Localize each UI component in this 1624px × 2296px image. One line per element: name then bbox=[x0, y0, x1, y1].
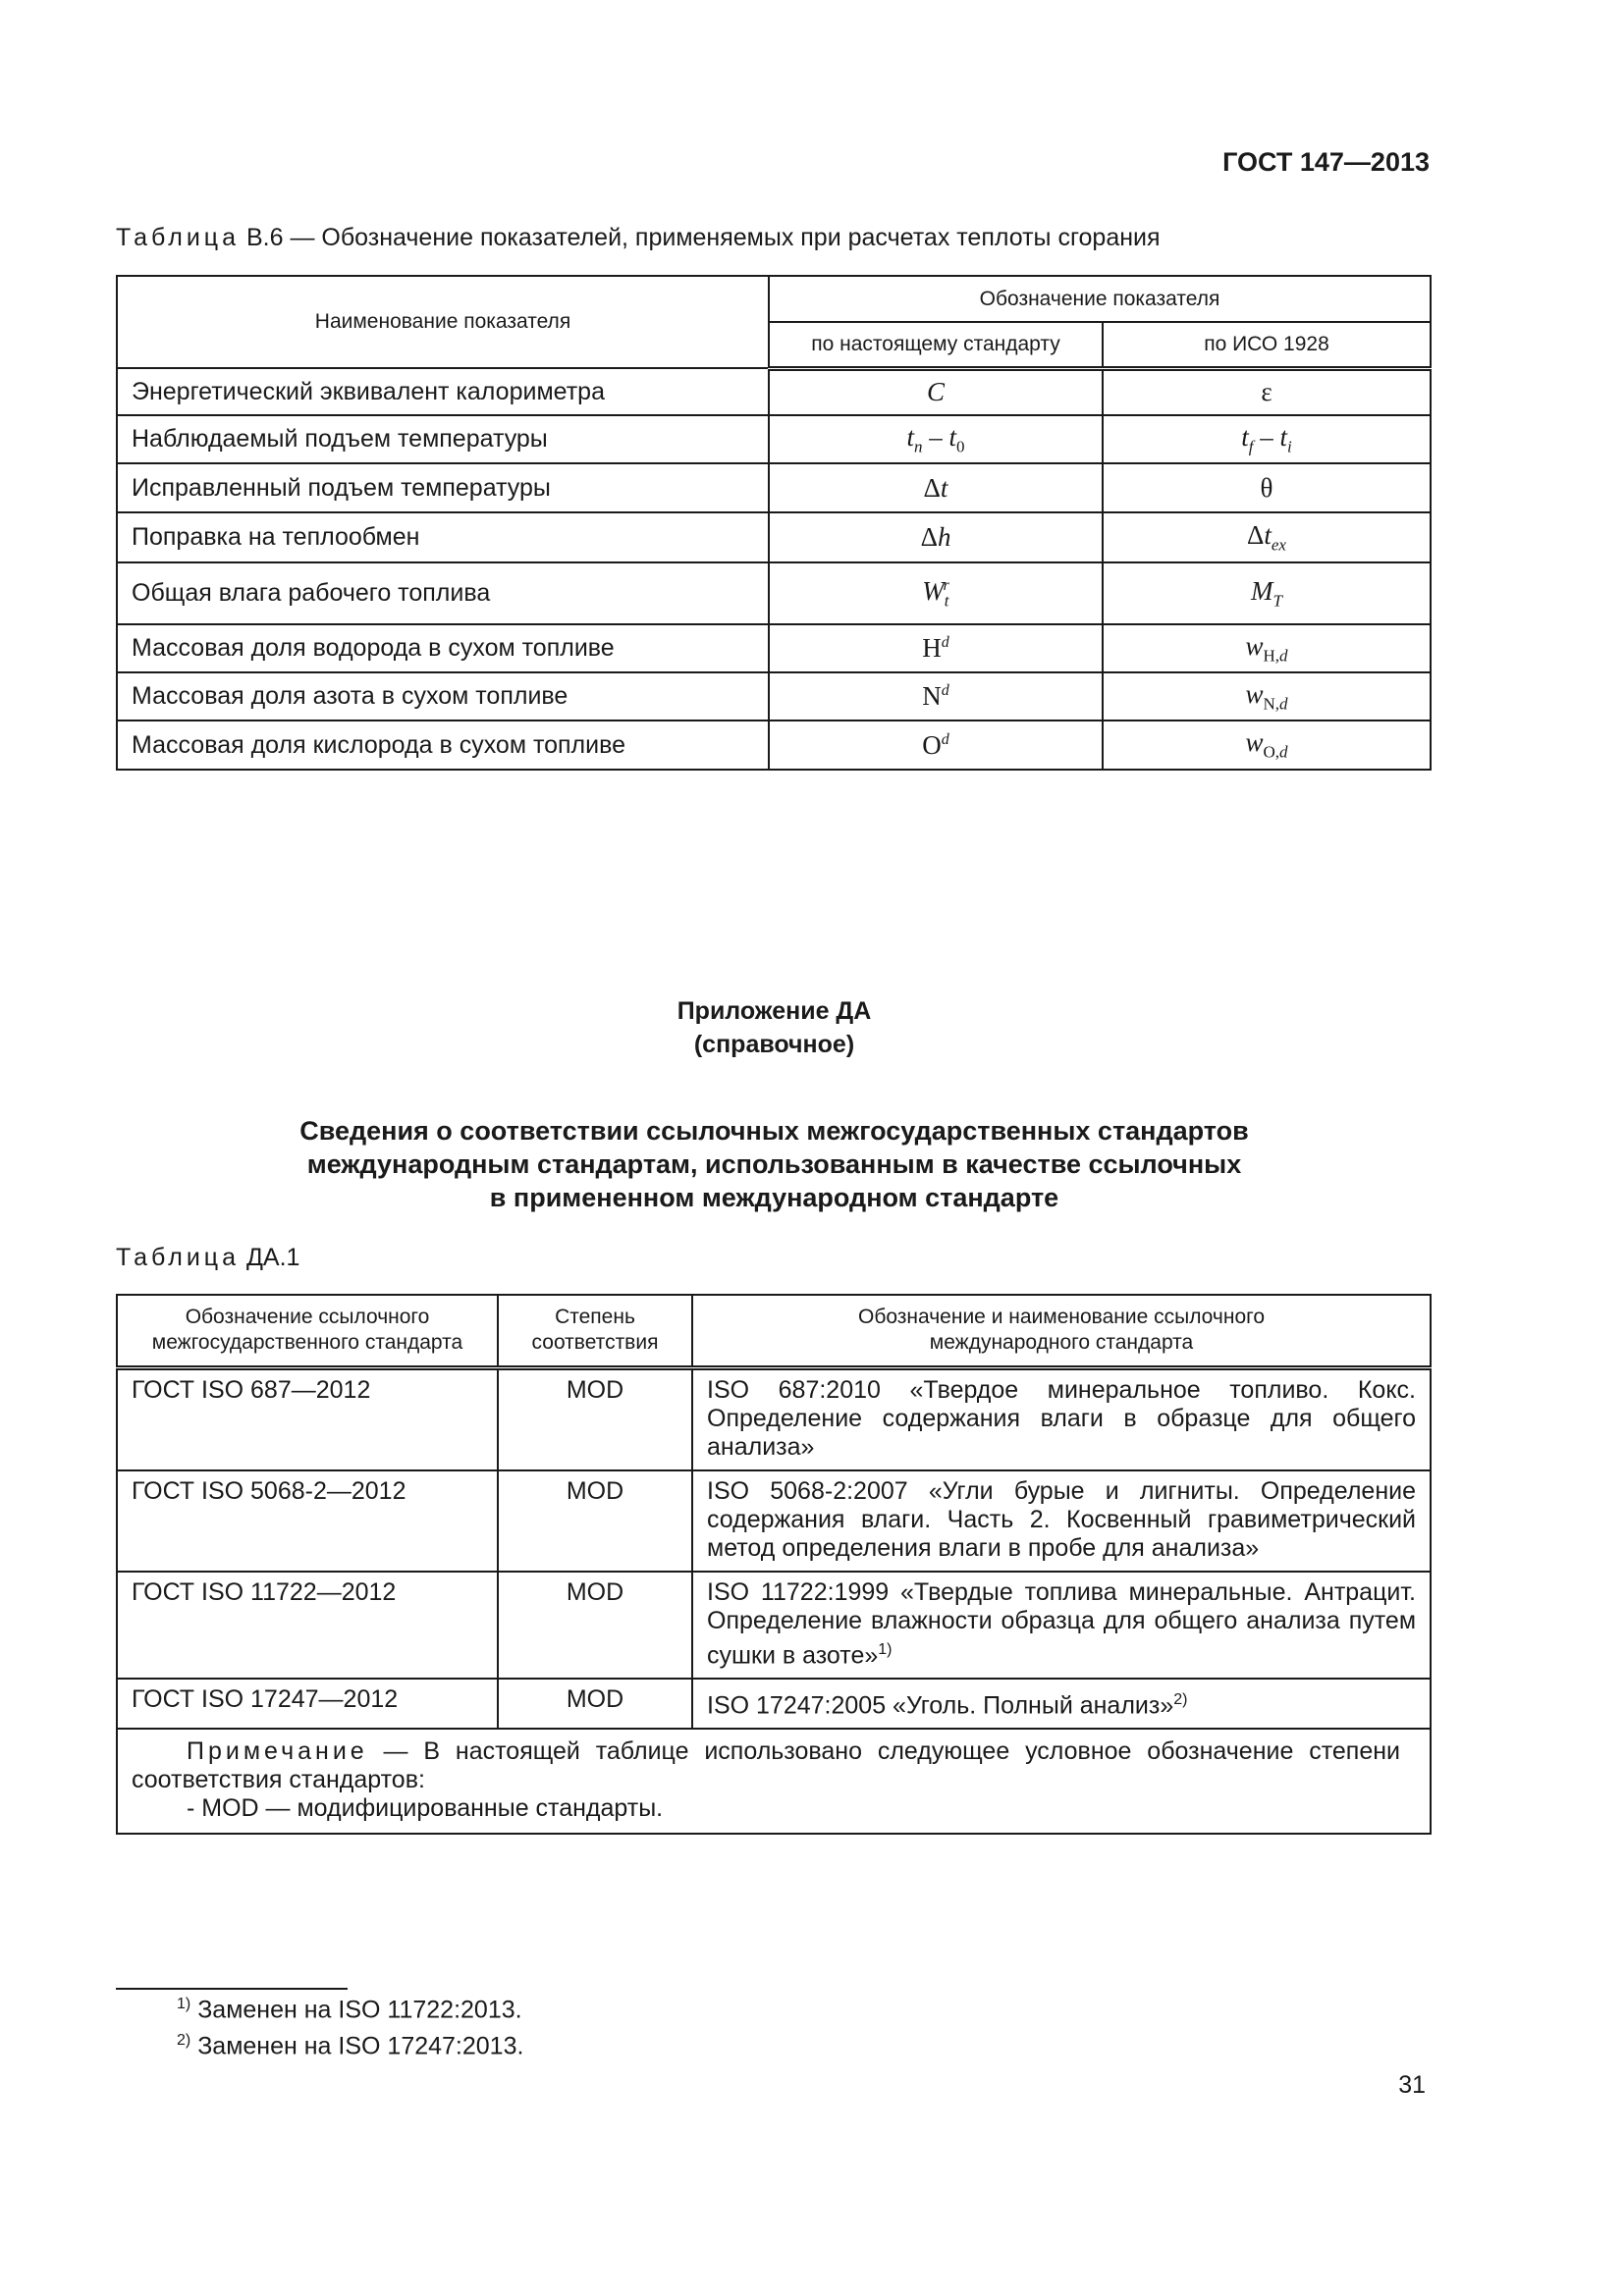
note-label: Примечание bbox=[187, 1737, 368, 1766]
table-note-row bbox=[117, 1729, 1431, 1834]
table-row bbox=[117, 721, 1431, 770]
section-title-line-3: в примененном международном стандарте bbox=[489, 1183, 1059, 1212]
footnote-separator bbox=[116, 1988, 348, 1990]
table-row bbox=[117, 672, 1431, 721]
symbol-iso: $t_f - t_i$ bbox=[1103, 415, 1431, 463]
appendix-heading bbox=[0, 994, 1548, 1061]
table-b6-caption bbox=[116, 224, 1161, 252]
intl-standard-text: ISO 687:2010 «Твердое минеральное топливо. Кокс. Определение содержания влаги в образце для общего анализа» bbox=[707, 1375, 1416, 1461]
table-row bbox=[117, 415, 1431, 463]
ref-standard: ГОСТ ISO 11722—2012 bbox=[117, 1572, 498, 1679]
footnote-mark: 2) bbox=[177, 2032, 191, 2049]
symbol-std: $O^d$ bbox=[769, 721, 1103, 770]
appendix-section-title bbox=[0, 1114, 1548, 1214]
symbol-iso: $w_{H,d}$ bbox=[1103, 624, 1431, 672]
appendix-title: Приложение ДА bbox=[677, 997, 872, 1025]
row-name: Общая влага рабочего топлива bbox=[117, 562, 769, 624]
table-b6 bbox=[116, 275, 1432, 771]
ref-standard: ГОСТ ISO 687—2012 bbox=[117, 1367, 498, 1470]
symbol-iso: ε bbox=[1103, 368, 1431, 415]
table-da1-caption bbox=[116, 1244, 299, 1272]
row-name: Массовая доля кислорода в сухом топливе bbox=[117, 721, 769, 770]
intl-standard-text: ISO 17247:2005 «Уголь. Полный анализ» bbox=[707, 1691, 1174, 1720]
footnote-text: Заменен на ISO 17247:2013. bbox=[197, 2032, 524, 2060]
symbol-iso: $M_T$ bbox=[1103, 562, 1431, 624]
col-degree-header bbox=[498, 1295, 692, 1367]
degree: MOD bbox=[498, 1367, 692, 1470]
symbol-iso: $w_{N,d}$ bbox=[1103, 672, 1431, 721]
symbol-std: $t_n - t_0$ bbox=[769, 415, 1103, 463]
symbol-std: Δh bbox=[769, 512, 1103, 562]
symbol-std: Δt bbox=[769, 463, 1103, 512]
table-row bbox=[117, 1470, 1431, 1572]
table-da1 bbox=[116, 1294, 1432, 1835]
intl-standard bbox=[692, 1470, 1431, 1572]
caption-prefix: Таблица bbox=[116, 224, 241, 251]
row-name: Наблюдаемый подъем температуры bbox=[117, 415, 769, 463]
symbol-std: $N^d$ bbox=[769, 672, 1103, 721]
footnote-mark: 2) bbox=[1173, 1690, 1188, 1708]
table-row bbox=[117, 512, 1431, 562]
degree: MOD bbox=[498, 1679, 692, 1729]
intl-standard bbox=[692, 1679, 1431, 1729]
appendix-subtitle: (справочное) bbox=[693, 1031, 855, 1058]
ref-standard: ГОСТ ISO 5068-2—2012 bbox=[117, 1470, 498, 1572]
footnote-mark: 1) bbox=[177, 1996, 191, 2012]
footnote-mark: 1) bbox=[878, 1640, 893, 1658]
table-row bbox=[117, 368, 1431, 415]
col-degree-header-line-2: соответствия bbox=[531, 1331, 659, 1355]
col-intl-header-line-2: международного стандарта bbox=[929, 1331, 1194, 1355]
col-degree-header-line-1: Степень bbox=[555, 1306, 635, 1329]
footnote bbox=[177, 2032, 523, 2060]
row-name: Исправленный подъем температуры bbox=[117, 463, 769, 512]
note-item: - MOD — модифицированные стандарты. bbox=[187, 1794, 664, 1823]
col-name-header: Наименование показателя bbox=[117, 276, 769, 368]
col-intl-header bbox=[692, 1295, 1431, 1367]
caption-text: В.6 — Обозначение показателей, применяемых при расчетах теплоты сгорания bbox=[245, 224, 1161, 251]
col-iso-header: по ИСО 1928 bbox=[1103, 322, 1431, 368]
col-intl-header-line-1: Обозначение и наименование ссылочного bbox=[857, 1306, 1265, 1329]
degree: MOD bbox=[498, 1470, 692, 1572]
page-number: 31 bbox=[1398, 2071, 1426, 2099]
col-group-header: Обозначение показателя bbox=[769, 276, 1431, 322]
caption-text: ДА.1 bbox=[245, 1244, 300, 1271]
table-row bbox=[117, 562, 1431, 624]
table-row bbox=[117, 1367, 1431, 1470]
symbol-std: C bbox=[769, 368, 1103, 415]
intl-standard bbox=[692, 1367, 1431, 1470]
table-row bbox=[117, 1679, 1431, 1729]
col-ref-header bbox=[117, 1295, 498, 1367]
row-name: Массовая доля водорода в сухом топливе bbox=[117, 624, 769, 672]
intl-standard bbox=[692, 1572, 1431, 1679]
col-ref-header-line-1: Обозначение ссылочного bbox=[185, 1306, 430, 1329]
caption-prefix: Таблица bbox=[116, 1244, 241, 1271]
intl-standard-text: ISO 11722:1999 «Твердые топлива минеральные. Антрацит. Определение влажности образца для общего анализа путем сушки в азоте» bbox=[707, 1577, 1416, 1669]
col-ref-header-line-2: межгосударственного стандарта bbox=[151, 1331, 463, 1355]
note-paragraph bbox=[132, 1737, 1400, 1794]
ref-standard: ГОСТ ISO 17247—2012 bbox=[117, 1679, 498, 1729]
table-row bbox=[117, 1572, 1431, 1679]
intl-standard-text: ISO 5068-2:2007 «Угли бурые и лигниты. Определение содержания влаги. Часть 2. Косвенный гравиметрический метод определения влаги в пробе для анализа» bbox=[707, 1476, 1416, 1562]
table-row bbox=[117, 624, 1431, 672]
symbol-iso: $\Delta t_{ex}$ bbox=[1103, 512, 1431, 562]
symbol-std: $W_t^r$ bbox=[769, 562, 1103, 624]
footnote bbox=[177, 1996, 522, 2024]
row-name: Энергетический эквивалент калориметра bbox=[117, 368, 769, 415]
symbol-iso: θ bbox=[1103, 463, 1431, 512]
row-name: Массовая доля азота в сухом топливе bbox=[117, 672, 769, 721]
col-std-header: по настоящему стандарту bbox=[769, 322, 1103, 368]
symbol-std: $H^d$ bbox=[769, 624, 1103, 672]
degree: MOD bbox=[498, 1572, 692, 1679]
section-title-line-1: Сведения о соответствии ссылочных межгосударственных стандартов bbox=[299, 1116, 1249, 1146]
symbol-iso: $w_{O,d}$ bbox=[1103, 721, 1431, 770]
footnote-text: Заменен на ISO 11722:2013. bbox=[197, 1996, 522, 2024]
table-note bbox=[117, 1729, 1431, 1834]
note-text: — В настоящей таблице использовано следующее условное обозначение степени соответствия стандартов: bbox=[132, 1737, 1400, 1794]
section-title-line-2: международным стандартам, использованным в качестве ссылочных bbox=[306, 1149, 1242, 1179]
row-name: Поправка на теплообмен bbox=[117, 512, 769, 562]
table-row bbox=[117, 463, 1431, 512]
document-number: ГОСТ 147—2013 bbox=[1222, 147, 1430, 177]
